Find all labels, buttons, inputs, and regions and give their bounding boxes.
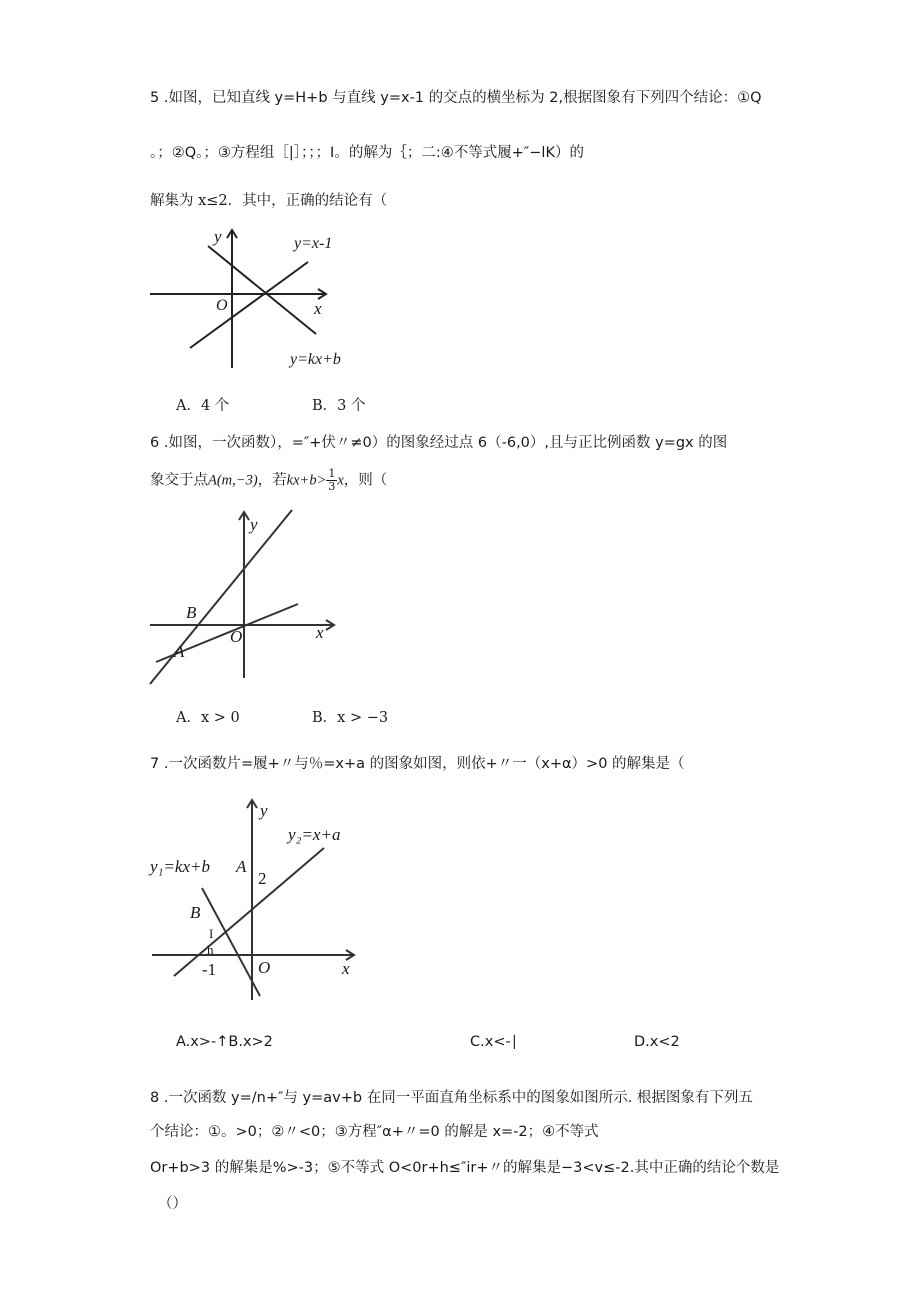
q5-line-kx-plus-b	[208, 246, 316, 334]
q8-line4: （）	[158, 1196, 187, 1212]
q6-line2	[150, 468, 387, 493]
q5-line1: 5 .如图，已知直线 y=H+b 与直线 y=x-1 的交点的横坐标为 2,根据图象有下列四个结论：①Q	[150, 90, 762, 106]
q6-frac-num: 1	[328, 467, 336, 480]
q6-var-x: x	[337, 472, 344, 489]
q6-line2-mid: ，若	[257, 472, 287, 489]
q6-y-label: y	[250, 515, 258, 534]
q7-y-tick-label: 2	[258, 869, 267, 888]
q6-origin-label: O	[230, 627, 243, 646]
q5-figure	[148, 226, 368, 376]
q6-option-b: B．x > −3	[312, 710, 389, 726]
q6-point-b-label: B	[186, 603, 197, 622]
q7-figure	[148, 796, 380, 1000]
q7-option-c: C.x<-∣	[470, 1034, 518, 1050]
q6-figure	[148, 506, 348, 688]
q5-option-a: A．4 个	[176, 398, 230, 414]
q5-line-x-minus-1	[190, 262, 308, 348]
q5-option-b: B．3 个	[312, 398, 366, 414]
q6-frac-den: 3	[328, 480, 336, 493]
q5-y-label: y	[214, 227, 222, 246]
q5-x-label: x	[314, 299, 322, 318]
q6-point-a-coord: A(m,−3)	[208, 472, 258, 489]
q6-line-kx-plus-b	[150, 510, 292, 684]
q7-line1: 7 .一次函数片=履+〃与％=x+a 的图象如图，则依+〃一（x+α）>0 的解集是（	[150, 756, 685, 772]
q6-fraction	[326, 468, 337, 493]
q6-option-a: A．x > 0	[176, 710, 240, 726]
q7-y-label: y	[260, 801, 268, 820]
q7-x-label: x	[342, 959, 350, 978]
q5-line3: 解集为 x≤2．其中，正确的结论有（	[150, 193, 388, 209]
q6-line2-post: ，则（	[343, 472, 388, 489]
q6-point-a-label: A	[174, 642, 185, 661]
q8-line3: Or+b>3 的解集是%>-3；⑤不等式 O<0r+h≤″ir+〃的解集是−3<v≤-2.其中正确的结论个数是	[150, 1160, 780, 1176]
q7-line-y1-label: y₁=kx+b	[150, 857, 210, 876]
q7-mark-h: h	[207, 942, 214, 957]
q8-line1: 8 .一次函数 y=/n+″与 y=av+b 在同一平面直角坐标系中的图象如图所示. 根据图象有下列五	[150, 1090, 753, 1106]
q6-x-label: x	[316, 623, 324, 642]
q6-line1: 6 .如图，一次函数），=″+伏〃≠0）的图象经过点 6（-6,0）,且与正比例函数 y=gx 的图	[150, 435, 728, 451]
q7-option-d: D.x<2	[634, 1034, 680, 1050]
q6-inequality: kx+b>	[286, 472, 327, 489]
q7-line-y2-label: y₂=x+a	[288, 825, 341, 844]
q7-option-ab: A.x>-↑B.x>2	[176, 1034, 273, 1050]
q7-point-a-label: A	[236, 857, 247, 876]
q5-line-b-label: y=kx+b	[290, 351, 341, 368]
q7-x-tick-label: -1	[202, 960, 217, 979]
q7-point-b-label: B	[190, 903, 201, 922]
q8-line2: 个结论：①。>0；②〃<0；③方程″α+〃=0 的解是 x=-2；④不等式	[150, 1124, 599, 1140]
q7-mark-i: I	[209, 926, 214, 941]
q6-line2-pre: 象交于点	[150, 472, 208, 489]
q5-line-a-label: y=x-1	[294, 235, 333, 252]
q7-origin-label: O	[258, 958, 271, 977]
q5-line2: 。；②Q。；③方程组［|］；；；I。的解为｛；二:④不等式履+″−lK）的	[150, 145, 584, 161]
q5-origin-label: O	[216, 297, 228, 314]
